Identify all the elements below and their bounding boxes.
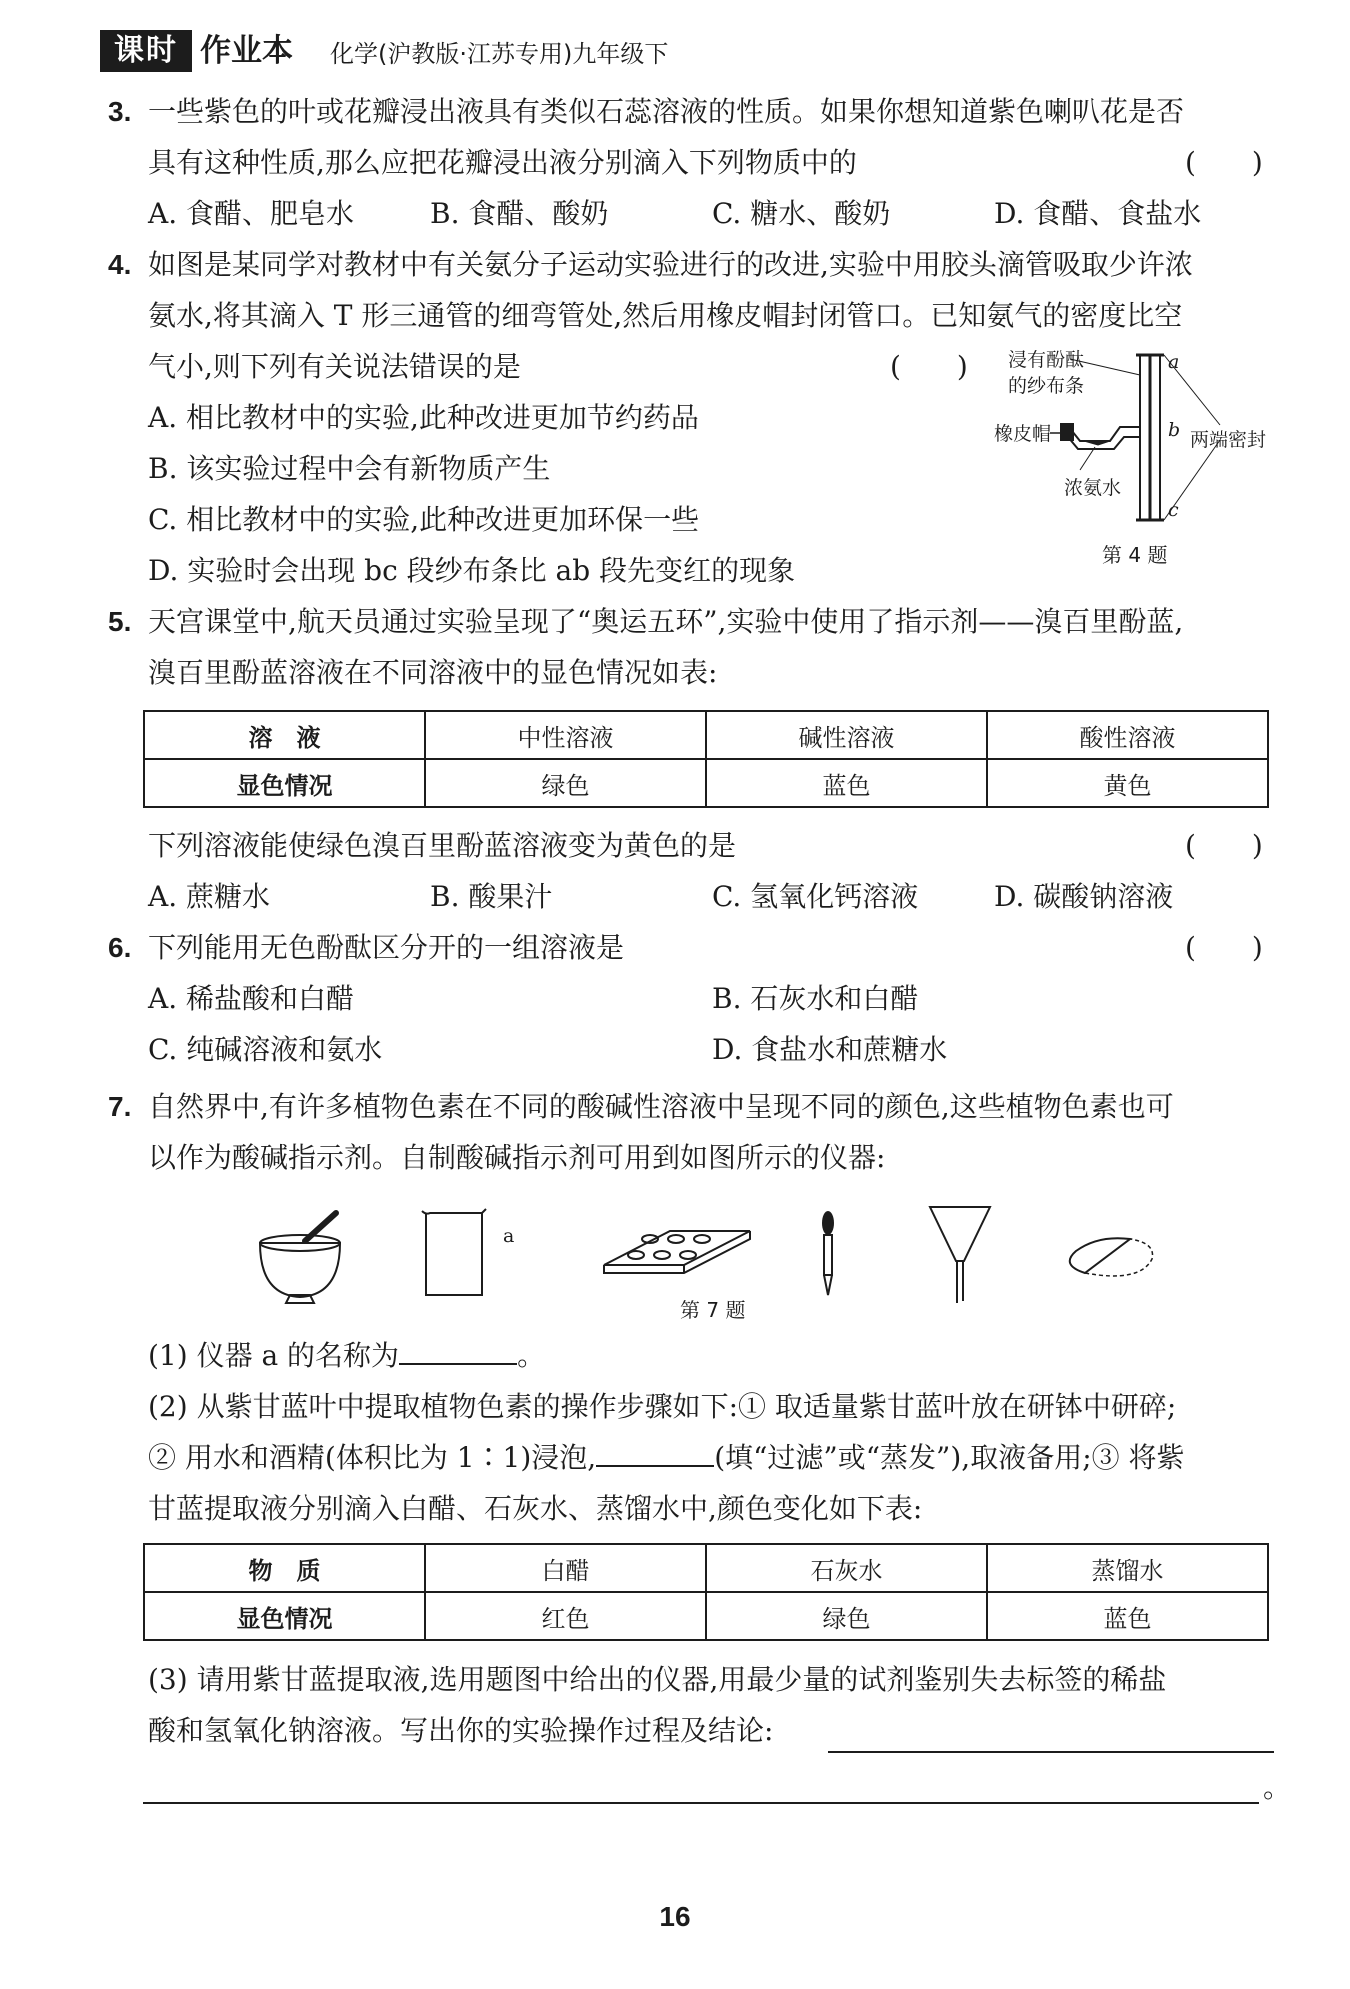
q7-table-header: 显色情况: [144, 1592, 425, 1640]
filter-paper-icon: [1070, 1238, 1153, 1276]
q3-option-d: D. 食醋、食盐水: [994, 197, 1202, 230]
q4-line1: 如图是某同学对教材中有关氨分子运动实验进行的改进,实验中用胶头滴管吸取少许浓: [148, 248, 1193, 281]
q5-question: 下列溶液能使绿色溴百里酚蓝溶液变为黄色的是: [148, 829, 737, 862]
q5-line1: 天宫课堂中,航天员通过实验呈现了“奥运五环”,实验中使用了指示剂——溴百里酚蓝,: [148, 605, 1184, 638]
q5-table-cell: 绿色: [425, 759, 706, 807]
q5-table-cell: 碱性溶液: [706, 711, 987, 759]
q4-label-cap: 橡皮帽: [994, 423, 1052, 445]
funnel-icon: [930, 1207, 990, 1303]
q4-label-seal: 两端密封: [1190, 429, 1267, 451]
q7-sub2-line2-post: (填“过滤”或“蒸发”),取液备用;③ 将紫: [714, 1441, 1185, 1474]
q7-sub1-end: 。: [517, 1339, 546, 1372]
q5-number: 5.: [108, 606, 132, 637]
q5-table-header: 溶 液: [144, 711, 425, 759]
brand-logo: 课时: [100, 30, 192, 72]
q6-option-c: C. 纯碱溶液和氨水: [148, 1033, 383, 1066]
q7-table-cell: 蓝色: [987, 1592, 1268, 1640]
q7-sub3-line1: (3) 请用紫甘蓝提取液,选用题图中给出的仪器,用最少量的试剂鉴别失去标签的稀盐: [148, 1663, 1167, 1696]
q7-sub1-blank[interactable]: [399, 1363, 517, 1365]
q5-answer-paren: ( ): [1185, 829, 1263, 862]
page-number: 16: [659, 1901, 691, 1932]
q3-option-c: C. 糖水、酸奶: [712, 197, 891, 230]
q7-color-table: [143, 1543, 1269, 1641]
q5-option-c: C. 氢氧化钙溶液: [712, 880, 919, 913]
q5-table-cell: 黄色: [987, 759, 1268, 807]
q4-option-d: D. 实验时会出现 bc 段纱布条比 ab 段先变红的现象: [148, 554, 796, 587]
q6-option-d: D. 食盐水和蔗糖水: [712, 1033, 948, 1066]
q4-line2: 氨水,将其滴入 T 形三通管的细弯管处,然后用橡皮帽封闭管口。已知氨气的密度比空: [148, 299, 1183, 332]
q3-option-b: B. 食醋、酸奶: [430, 197, 609, 230]
q3-number: 3.: [108, 96, 132, 127]
q4-point-c: c: [1168, 499, 1179, 521]
dropper-icon: [822, 1211, 834, 1295]
q4-option-c: C. 相比教材中的实验,此种改进更加环保一些: [148, 503, 700, 536]
q5-option-b: B. 酸果汁: [430, 880, 553, 913]
brand-title: 作业本: [200, 33, 293, 69]
q6-option-a: A. 稀盐酸和白醋: [148, 982, 355, 1015]
q7-sub2-line2-pre: ② 用水和酒精(体积比为 1∶1)浸泡,: [148, 1441, 597, 1474]
q7-sub2-line1: (2) 从紫甘蓝叶中提取植物色素的操作步骤如下:① 取适量紫甘蓝叶放在研钵中研碎;: [148, 1390, 1177, 1423]
q7-sub2-line3: 甘蓝提取液分别滴入白醋、石灰水、蒸馏水中,颜色变化如下表:: [148, 1492, 923, 1525]
q7-answer-line-1[interactable]: [828, 1751, 1274, 1753]
q4-number: 4.: [108, 249, 132, 280]
q7-table-cell: 石灰水: [706, 1544, 987, 1592]
q4-point-a: a: [1168, 351, 1180, 373]
q7-table-cell: 白醋: [425, 1544, 706, 1592]
q3-answer-paren: ( ): [1185, 146, 1263, 179]
q5-color-table: [143, 710, 1269, 808]
q4-label-gauze-1: 浸有酚酞: [1008, 349, 1085, 371]
q7-sub2-line2: [148, 1438, 1185, 1478]
beaker-icon: [422, 1209, 486, 1295]
q4-answer-paren: ( ): [890, 350, 968, 383]
q7-figure-caption: 第 7 题: [680, 1298, 746, 1322]
q6-number: 6.: [108, 932, 132, 963]
q4-option-b: B. 该实验过程中会有新物质产生: [148, 452, 551, 485]
spot-plate-icon: [604, 1231, 750, 1273]
q7-label-a: a: [503, 1225, 515, 1247]
q4-line3: 气小,则下列有关说法错误的是: [148, 350, 521, 383]
q4-figure-caption: 第 4 题: [1102, 543, 1168, 567]
q7-sub1: [148, 1336, 545, 1376]
q3-option-a: A. 食醋、肥皂水: [148, 197, 355, 230]
q5-table-cell: 蓝色: [706, 759, 987, 807]
q4-point-b: b: [1168, 419, 1181, 441]
q3-line1: 一些紫色的叶或花瓣浸出液具有类似石蕊溶液的性质。如果你想知道紫色喇叭花是否: [148, 95, 1185, 128]
q7-line2: 以作为酸碱指示剂。自制酸碱指示剂可用到如图所示的仪器:: [148, 1141, 886, 1174]
q7-table-cell: 红色: [425, 1592, 706, 1640]
q7-table-cell: 绿色: [706, 1592, 987, 1640]
q4-option-a: A. 相比教材中的实验,此种改进更加节约药品: [148, 401, 699, 434]
q7-answer-line-2[interactable]: [143, 1802, 1259, 1804]
q3-line2: 具有这种性质,那么应把花瓣浸出液分别滴入下列物质中的: [148, 146, 857, 179]
q4-label-ammonia: 浓氨水: [1064, 477, 1122, 499]
q7-number: 7.: [108, 1091, 132, 1122]
q7-sub3-line2: 酸和氢氧化钠溶液。写出你的实验操作过程及结论:: [148, 1714, 774, 1747]
q7-table-header: 物 质: [144, 1544, 425, 1592]
book-subject: 化学(沪教版·江苏专用)九年级下: [330, 40, 669, 68]
q5-table-cell: 酸性溶液: [987, 711, 1268, 759]
q6-option-b: B. 石灰水和白醋: [712, 982, 919, 1015]
q5-line2: 溴百里酚蓝溶液在不同溶液中的显色情况如表:: [148, 656, 718, 689]
q7-sub1-text: (1) 仪器 a 的名称为: [148, 1339, 400, 1372]
q7-table-cell: 蒸馏水: [987, 1544, 1268, 1592]
q6-line1: 下列能用无色酚酞区分开的一组溶液是: [148, 931, 625, 964]
q6-answer-paren: ( ): [1185, 931, 1263, 964]
q7-end-mark: 。: [1263, 1771, 1292, 1804]
q4-label-gauze-2: 的纱布条: [1008, 375, 1085, 397]
q7-sub2-blank[interactable]: [596, 1465, 714, 1467]
q5-table-header: 显色情况: [144, 759, 425, 807]
mortar-pestle-icon: [260, 1213, 340, 1303]
q5-table-cell: 中性溶液: [425, 711, 706, 759]
q5-option-a: A. 蔗糖水: [148, 880, 271, 913]
q7-line1: 自然界中,有许多植物色素在不同的酸碱性溶液中呈现不同的颜色,这些植物色素也可: [148, 1090, 1174, 1123]
q5-option-d: D. 碳酸钠溶液: [994, 880, 1174, 913]
